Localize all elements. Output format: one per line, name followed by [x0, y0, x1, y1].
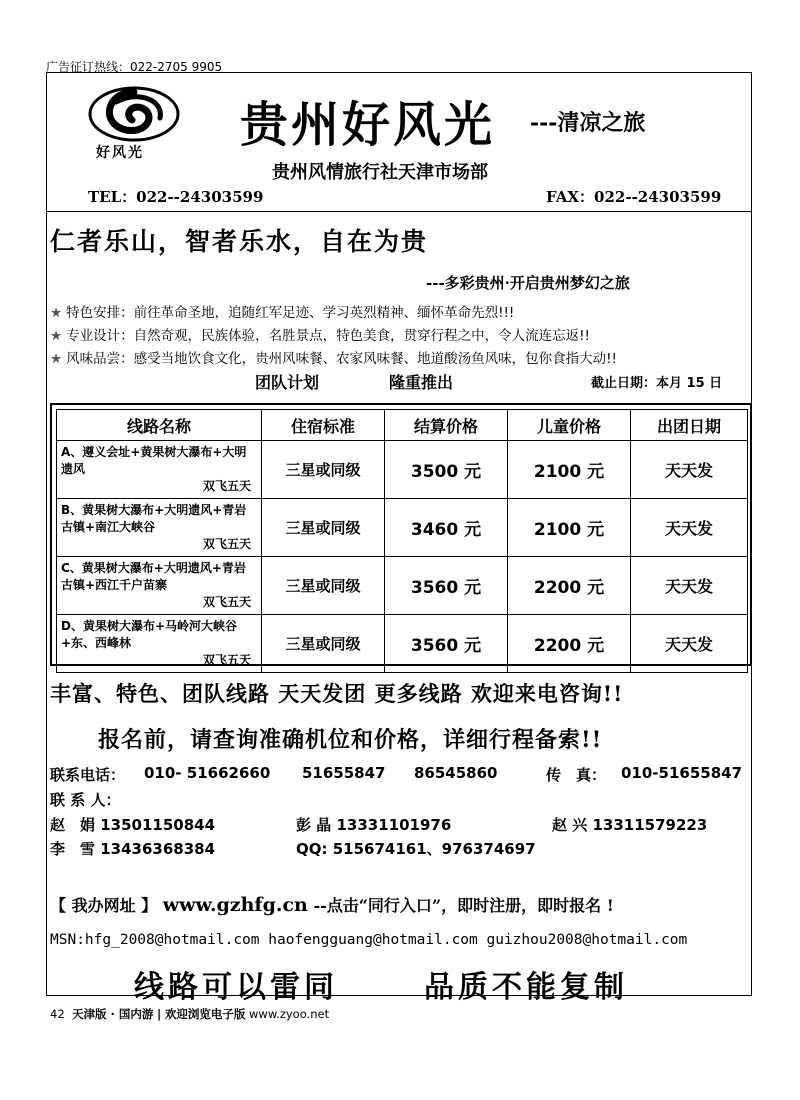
departure-cell: 天天发: [631, 499, 748, 557]
header-fax: FAX：022--24303599: [546, 188, 722, 206]
tagline: ---多彩贵州·开启贵州梦幻之旅: [426, 274, 630, 292]
website-link[interactable]: www.gzhfg.cn: [162, 894, 308, 916]
footer-site-link[interactable]: www.zyoo.net: [249, 1007, 330, 1021]
feature-text: 风味品尝：感受当地饮食文化，贵州风味餐、农家风味餐、地道酸汤鱼风味，包你食指大动!!: [66, 351, 617, 367]
price-cell: 3560 元: [385, 557, 508, 615]
child-price-cell: 2200 元: [508, 615, 631, 673]
logo-caption: 好风光: [96, 145, 144, 161]
header-departure: 出团日期: [631, 410, 748, 441]
ad-title: 贵州好风光: [240, 97, 496, 153]
agency-name: 贵州风情旅行社天津市场部: [272, 162, 488, 183]
footer-separator: |: [157, 1007, 162, 1021]
website-text: --点击“同行入口”，即时注册，即时报名 !: [313, 896, 614, 915]
phone-label: 联系电话：: [50, 766, 126, 784]
header-accommodation: 住宿标准: [262, 410, 385, 441]
promo-banner: 丰富、特色、团队线路 天天发团 更多线路 欢迎来电咨询!!: [50, 681, 624, 706]
route-duration: 双飞五天: [202, 595, 251, 609]
table-row: [57, 615, 748, 673]
route-name: A、遵义会址+黄果树大瀑布+大明遗风: [61, 445, 247, 476]
accommodation-cell: 三星或同级: [262, 499, 385, 557]
phone-number: 51655847: [302, 764, 386, 782]
contact-person: 李 雪 13436368384: [50, 840, 216, 858]
route-cell: [57, 615, 262, 673]
child-price-cell: 2100 元: [508, 441, 631, 499]
route-cell: [57, 557, 262, 615]
ad-subtitle: ---清凉之旅: [530, 110, 646, 136]
deadline-label: 截止日期：本月 15 日: [591, 376, 723, 391]
route-name: C、黄果树大瀑布+大明遗风+青岩古镇+西江千户苗寨: [61, 561, 246, 592]
star-icon: ★: [50, 351, 63, 367]
route-cell: [57, 499, 262, 557]
fax-label: 传 真：: [546, 766, 607, 784]
feature-text: 专业设计：自然奇观，民族体验，名胜景点，特色美食，贯穿行程之中，令人流连忘返!!: [66, 328, 590, 344]
child-price-cell: 2100 元: [508, 499, 631, 557]
header-child-price: 儿童价格: [508, 410, 631, 441]
bottom-slogan-left: 线路可以雷同: [134, 970, 338, 1005]
departure-cell: 天天发: [631, 557, 748, 615]
route-name: D、黄果树大瀑布+马岭河大峡谷+东、西峰林: [61, 619, 238, 650]
ad-hotline: 广告征订热线：022-2705 9905: [46, 60, 223, 74]
route-name: B、黄果树大瀑布+大明遗风+青岩古镇+南江大峡谷: [61, 503, 247, 534]
header-tel: TEL：022--24303599: [88, 188, 264, 206]
accommodation-cell: 三星或同级: [262, 557, 385, 615]
browse-label: 欢迎浏览电子版: [164, 1007, 246, 1021]
feature-item: [50, 347, 617, 367]
contact-person: 赵 娟 13501150844: [50, 816, 216, 834]
website-label: 【 我办网址 】: [50, 896, 158, 915]
page-footer: [50, 1006, 329, 1022]
website-line: [50, 893, 614, 916]
feature-item: [50, 301, 514, 321]
phone-number: 010- 51662660: [144, 764, 271, 782]
price-cell: 3560 元: [385, 615, 508, 673]
msn-contacts: MSN:hfg_2008@hotmail.com haofengguang@hotmail.com guizhou2008@hotmail.com: [50, 932, 688, 948]
route-duration: 双飞五天: [202, 537, 251, 551]
departure-cell: 天天发: [631, 615, 748, 673]
header-price: 结算价格: [385, 410, 508, 441]
promo-label: 隆重推出: [389, 373, 454, 392]
phone-number: 86545860: [414, 764, 498, 782]
feature-text: 特色安排：前往革命圣地，追随红军足迹、学习英烈精神、缅怀革命先烈!!!: [66, 305, 515, 321]
edition-label: 天津版 · 国内游: [71, 1007, 154, 1021]
fax-number: 010-51655847: [621, 764, 743, 782]
route-duration: 双飞五天: [202, 653, 251, 667]
notice-banner: 报名前，请查询准确机位和价格，详细行程备索!!: [98, 727, 603, 753]
header-divider: [46, 211, 752, 212]
page-number: 42: [50, 1007, 65, 1021]
contact-person: 赵 兴 13311579223: [552, 816, 708, 834]
route-table: [56, 409, 748, 673]
header-route: 线路名称: [57, 410, 262, 441]
route-cell: [57, 441, 262, 499]
star-icon: ★: [50, 305, 63, 321]
accommodation-cell: 三星或同级: [262, 441, 385, 499]
main-slogan: 仁者乐山，智者乐水，自在为贵: [50, 227, 429, 256]
child-price-cell: 2200 元: [508, 557, 631, 615]
group-plan-label: 团队计划: [255, 373, 320, 392]
route-duration: 双飞五天: [202, 479, 251, 493]
table-row: [57, 499, 748, 557]
accommodation-cell: 三星或同级: [262, 615, 385, 673]
contact-people-label: 联 系 人：: [50, 791, 121, 809]
price-cell: 3500 元: [385, 441, 508, 499]
table-row: [57, 441, 748, 499]
table-header-row: [57, 410, 748, 441]
feature-item: [50, 324, 590, 344]
table-row: [57, 557, 748, 615]
star-icon: ★: [50, 328, 63, 344]
contact-person: 彭 晶 13331101976: [296, 816, 452, 834]
qq-numbers: QQ: 515674161、976374697: [296, 840, 536, 858]
departure-cell: 天天发: [631, 441, 748, 499]
price-cell: 3460 元: [385, 499, 508, 557]
bottom-slogan-right: 品质不能复制: [424, 970, 628, 1005]
